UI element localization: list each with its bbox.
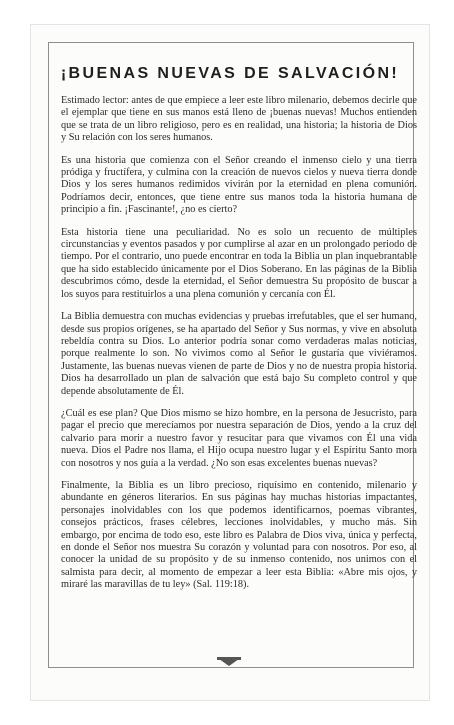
paragraph-2: Es una historia que comienza con el Señor creando el inmenso cielo y una tierra pródiga y fructífera, y culmina con la creación de nuevos cielos y nueva tierra donde Dios y los seres humanos redimidos vivirán por la eternidad en plena comunión. Podríamos decir, entonces, que tiene entre sus manos toda la historia humana de principio a fin. ¡Fascinante!, ¿no es cierto? xyxy=(61,154,417,216)
paragraph-3: Esta historia tiene una peculiaridad. No es solo un recuento de múltiples circunstancias y eventos pasados y por cumplirse al azar en un prolongado periodo de tiempo. Por el contrario, uno puede encontrar en toda la Biblia un plan inquebrantable que ha sido establecido únicamente por el Dios Soberano. En las páginas de la Biblia descubrimos cómo, desde la eternidad, el Señor demuestra Su propósito de buscar a los suyos para restituirlos a una plena comunión y cercanía con Él. xyxy=(61,226,417,300)
paragraph-1: Estimado lector: antes de que empiece a leer este libro milenario, debemos decirle que el ejemplar que tiene en sus manos está lleno de ¡buenas nuevas! Muchos entienden que se trata de un libro religioso, pero es en realidad, una historia; la historia de Dios y Su relación con los seres humanos. xyxy=(61,95,417,144)
body-text xyxy=(61,95,417,602)
paragraph-6: Finalmente, la Biblia es un libro precioso, riquísimo en contenido, milenario y abundante en géneros literarios. En sus páginas hay muchas historias impactantes, personajes inolvidables con los que podemos identificarnos, poemas vibrantes, consejos prácticos, frases célebres, lecciones inolvidables, y mucho más. Sin embargo, por encima de todo eso, este libro es Palabra de Dios viva, única y perfecta, en donde el Señor nos muestra Su corazón y voluntad para con nosotros. Por eso, al conocer la unidad de su propósito y de su inmenso contenido, nos unimos con el salmista para decir, al momento de empezar a leer esta Biblia: «Abre mis ojos, y miraré las maravillas de tu ley» (Sal. 119:18). xyxy=(61,479,417,591)
paragraph-5: ¿Cuál es ese plan? Que Dios mismo se hizo hombre, en la persona de Jesucristo, para pagar el precio que merecíamos por nuestra separación de Dios, yendo a la cruz del calvario para morir a nuestro favor y resucitar para que vivamos con Él una vida nueva. Dios el Padre nos llama, el Hijo ocupa nuestro lugar y el Espíritu Santo mora con nosotros y nos guía a la verdad. ¿No son esas excelentes buenas nuevas? xyxy=(61,407,417,469)
book-page xyxy=(31,25,429,700)
down-arrow-ornament-icon xyxy=(219,659,239,666)
paragraph-4: La Biblia demuestra con muchas evidencias y pruebas irrefutables, que el ser humano, desde sus propios orígenes, se ha apartado del Señor y Sus normas, y vive en absoluta rebeldía contra su Dios. Lo anterior podría sonar como verdaderas malas noticias, porque realmente lo son. No vivimos como al Señor le gustaría que viviéramos. Justamente, las buenas nuevas vienen de parte de Dios y no de nuestra propia historia. Dios ha desarrollado un plan de salvación que está bajo Su completo control y que depende absolutamente de Él. xyxy=(61,311,417,397)
page-title: ¡BUENAS NUEVAS DE SALVACIÓN! xyxy=(60,65,400,82)
